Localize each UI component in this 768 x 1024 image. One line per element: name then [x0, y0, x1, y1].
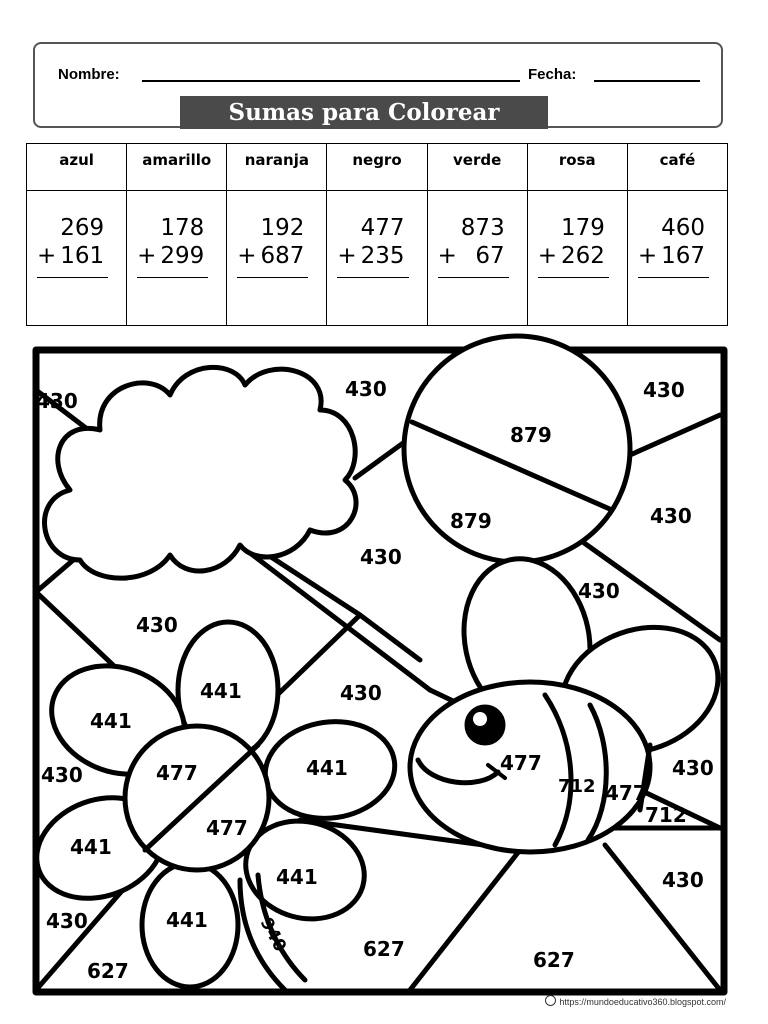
region-sun-lower: 879	[450, 509, 492, 533]
region-bee-tail: 712	[645, 803, 687, 827]
key-header-verde: verde	[427, 144, 527, 191]
cloud	[45, 367, 356, 578]
name-label: Nombre:	[58, 66, 120, 83]
region-bee-stripe-1: 712	[558, 776, 596, 797]
sum-naranja: 192 + 687	[227, 191, 327, 326]
region-petal-left: 441	[90, 709, 132, 733]
region-sky-left-low: 430	[41, 763, 83, 787]
region-ground-right: 627	[533, 948, 575, 972]
sum-verde: 873 + 67	[427, 191, 527, 326]
region-ground-mid: 627	[363, 937, 405, 961]
region-ground-left: 627	[87, 959, 129, 983]
region-sky-top-left: 430	[36, 389, 78, 413]
region-sky-right-mid: 430	[650, 504, 692, 528]
region-petal-bottom: 441	[166, 908, 208, 932]
region-sky-right-bee: 430	[578, 579, 620, 603]
sum-azul: 269 + 161	[27, 191, 127, 326]
sum-rosa: 179 + 262	[527, 191, 627, 326]
key-header-amarillo: amarillo	[127, 144, 227, 191]
key-header-azul: azul	[27, 144, 127, 191]
region-sky-left-mid: 430	[136, 613, 178, 637]
line-bottom-mid	[410, 850, 520, 990]
region-sky-right-low: 430	[672, 756, 714, 780]
line-bottom-right	[605, 845, 720, 990]
region-sky-bottom-right: 430	[662, 868, 704, 892]
region-stem: 940	[255, 914, 291, 956]
line-center	[268, 555, 420, 660]
region-sky-center-low: 430	[340, 681, 382, 705]
bee-eye	[467, 707, 503, 743]
region-flower-center-lower: 477	[206, 816, 248, 840]
region-bee-body: 477	[605, 781, 647, 805]
source-footer[interactable]: https://mundoeducativo360.blogspot.com/	[545, 995, 726, 1007]
key-header-cafe: café	[627, 144, 727, 191]
region-petal-lower-right: 441	[276, 865, 318, 889]
region-sky-bottom-left: 430	[46, 909, 88, 933]
sum-amarillo: 178 + 299	[127, 191, 227, 326]
region-sky-center: 430	[360, 545, 402, 569]
region-sky-top-right: 430	[643, 378, 685, 402]
region-flower-center-upper: 477	[156, 761, 198, 785]
sum-negro: 477 + 235	[327, 191, 427, 326]
globe-icon	[545, 995, 556, 1006]
line-sun-right	[630, 415, 720, 455]
key-header-rosa: rosa	[527, 144, 627, 191]
region-petal-top: 441	[200, 679, 242, 703]
date-label: Fecha:	[528, 66, 577, 83]
page-title: Sumas para Colorear	[180, 96, 548, 129]
sum-cafe: 460 + 167	[627, 191, 727, 326]
key-header-naranja: naranja	[227, 144, 327, 191]
region-sun-upper: 879	[510, 423, 552, 447]
key-header-negro: negro	[327, 144, 427, 191]
region-sky-top-mid: 430	[345, 377, 387, 401]
region-petal-lower-left: 441	[70, 835, 112, 859]
region-bee-head: 477	[500, 751, 542, 775]
sun	[404, 336, 630, 562]
region-petal-right: 441	[306, 756, 348, 780]
